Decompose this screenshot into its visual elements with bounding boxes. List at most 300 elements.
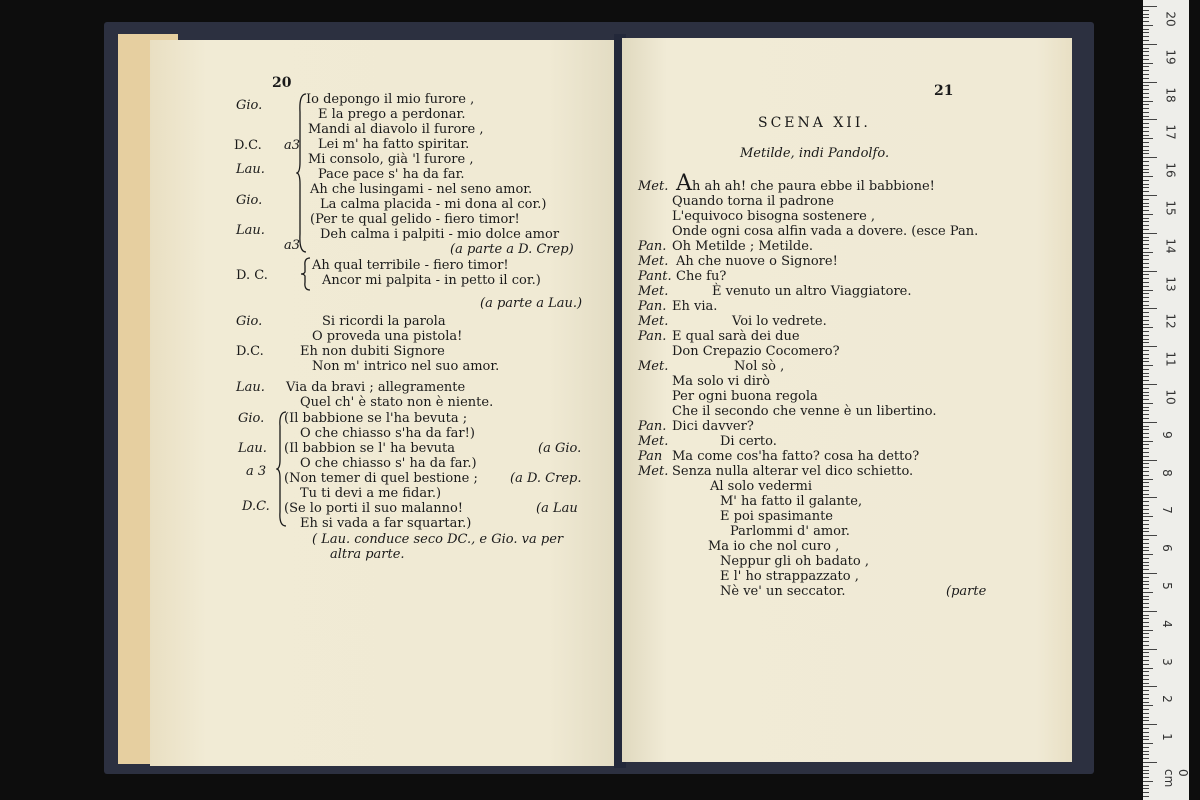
- ruler-tick: [1143, 652, 1149, 653]
- ruler-tick: [1143, 758, 1149, 759]
- ruler-tick: [1143, 460, 1157, 461]
- verse-line: Ah che lusingami - nel seno amor.: [310, 182, 533, 197]
- ruler-tick: [1143, 305, 1149, 306]
- ruler-tick: [1143, 788, 1149, 789]
- speaker: D. C.: [236, 268, 268, 283]
- scene-title: SCENA XII.: [758, 115, 871, 131]
- ruler-tick: [1143, 720, 1149, 721]
- ruler-tick: [1143, 172, 1149, 173]
- ruler-tick: [1143, 282, 1149, 283]
- verse-line: (Il babbion se l' ha bevuta: [284, 441, 456, 456]
- verse-line: Pace pace s' ha da far.: [318, 167, 465, 182]
- ruler-tick: [1143, 10, 1149, 11]
- ruler-tick: [1143, 221, 1149, 222]
- verse-line: Eh via.: [672, 299, 718, 314]
- ruler-tick: [1143, 274, 1149, 275]
- ruler-tick: [1143, 577, 1149, 578]
- verse-line: Don Crepazio Cocomero?: [672, 344, 840, 359]
- speaker: Pant.: [638, 269, 672, 284]
- ruler-tick: [1143, 626, 1149, 627]
- ruler-tick: [1143, 539, 1149, 540]
- ruler-tick: [1143, 206, 1149, 207]
- verse-line: Per ogni buona regola: [672, 389, 818, 404]
- speaker: Met.: [638, 434, 669, 449]
- ruler-tick: [1143, 290, 1153, 291]
- aside-direction: (a D. Crep.: [510, 471, 582, 486]
- ruler-tick: [1143, 161, 1149, 162]
- ruler-tick: [1143, 679, 1149, 680]
- ruler-tick: [1143, 558, 1149, 559]
- ruler-tick: [1143, 278, 1149, 279]
- ruler-tick: [1143, 380, 1149, 381]
- verse-line: L'equivoco bisogna sostenere ,: [672, 209, 876, 224]
- ruler-tick: [1143, 562, 1149, 563]
- verse-line: Mi consolo, già 'l furore ,: [308, 152, 474, 167]
- ruler-number: 2: [1159, 695, 1174, 704]
- speaker: Met.: [638, 464, 669, 479]
- speaker: Gio.: [236, 98, 263, 113]
- ruler-tick: [1143, 633, 1149, 634]
- ruler-number: 14: [1163, 238, 1178, 254]
- ruler-tick: [1143, 142, 1149, 143]
- ruler-tick: [1143, 550, 1149, 551]
- ruler-tick: [1143, 82, 1157, 83]
- verse-line: Nol sò ,: [734, 359, 785, 374]
- ruler-tick: [1143, 335, 1149, 336]
- ruler-number: 19: [1163, 49, 1178, 65]
- page-number-right: 21: [934, 83, 954, 99]
- ruler-tick: [1143, 388, 1149, 389]
- ruler-tick: [1143, 320, 1149, 321]
- speaker: Lau.: [236, 162, 265, 177]
- ruler-tick: [1143, 732, 1149, 733]
- ruler-tick: [1143, 210, 1149, 211]
- ruler-number: 17: [1163, 124, 1178, 141]
- ruler-tick: [1143, 675, 1149, 676]
- ruler-tick: [1143, 184, 1149, 185]
- verse-line: E l' ho strappazzato ,: [720, 569, 859, 584]
- ruler-tick: [1143, 490, 1149, 491]
- ruler-tick: [1143, 131, 1149, 132]
- stage-direction: altra parte.: [330, 547, 405, 562]
- ruler-tick: [1143, 157, 1157, 158]
- ruler-tick: [1143, 112, 1149, 113]
- speaker: Lau.: [236, 223, 265, 238]
- ruler-number: 9: [1159, 430, 1174, 439]
- verse-line: O che chiasso s'ha da far!): [300, 426, 475, 441]
- ruler-tick: [1143, 501, 1149, 502]
- speaker: Pan.: [638, 239, 667, 254]
- ruler-number: 10: [1163, 389, 1178, 405]
- ruler-number: 3: [1159, 657, 1174, 666]
- ruler-tick: [1143, 342, 1149, 343]
- verse-line: Ah che nuove o Signore!: [676, 254, 838, 269]
- ruler-tick: [1143, 21, 1149, 22]
- ruler-tick: [1143, 429, 1149, 430]
- ruler-tick: [1143, 441, 1153, 442]
- ruler-tick: [1143, 698, 1149, 699]
- ruler-tick: [1143, 743, 1153, 744]
- ruler-tick: [1143, 773, 1149, 774]
- verse-line: Lei m' ha fatto spiritar.: [318, 137, 470, 152]
- ruler-number: 20: [1163, 11, 1178, 27]
- ruler-tick: [1143, 671, 1149, 672]
- ruler-tick: [1143, 51, 1149, 52]
- ruler-tick: [1143, 312, 1149, 313]
- ruler-tick: [1143, 169, 1149, 170]
- verse-line: Voi lo vedrete.: [732, 314, 827, 329]
- ruler-tick: [1143, 218, 1149, 219]
- ruler-tick: [1143, 497, 1157, 498]
- ruler-tick: [1143, 535, 1157, 536]
- brace-bracket: [300, 256, 312, 292]
- ruler-tick: [1143, 138, 1153, 139]
- scene-characters: Metilde, indi Pandolfo.: [740, 146, 890, 161]
- drop-cap: A: [676, 171, 692, 196]
- ruler-tick: [1143, 78, 1149, 79]
- verse-line: Si ricordi la parola: [322, 314, 446, 329]
- ruler-tick: [1143, 55, 1149, 56]
- ruler-tick: [1143, 615, 1149, 616]
- verse-line: Ah qual terribile - fiero timor!: [312, 258, 509, 273]
- ruler-tick: [1143, 573, 1157, 574]
- ruler-tick: [1143, 660, 1149, 661]
- ruler-tick: [1143, 267, 1149, 268]
- ruler-tick: [1143, 645, 1149, 646]
- verse-line: Parlommi d' amor.: [730, 524, 850, 539]
- speaker: Met.: [638, 284, 669, 299]
- ruler-number: 8: [1159, 468, 1174, 477]
- ruler-tick: [1143, 203, 1149, 204]
- ruler-tick: [1143, 433, 1149, 434]
- ruler-tick: [1143, 592, 1153, 593]
- stage-direction: ( Lau. conduce seco DC., e Gio. va per: [312, 532, 564, 547]
- ruler-tick: [1143, 150, 1149, 151]
- ruler-tick: [1143, 191, 1149, 192]
- ruler-tick: [1143, 607, 1149, 608]
- verse-line: Senza nulla alterar vel dico schietto.: [672, 464, 914, 479]
- ruler-number: 15: [1163, 200, 1178, 216]
- ruler-tick: [1143, 792, 1149, 793]
- ruler-tick: [1143, 116, 1149, 117]
- ruler-tick: [1143, 596, 1149, 597]
- ruler-tick: [1143, 308, 1157, 309]
- ruler-tick: [1143, 346, 1157, 347]
- ruler-tick: [1143, 101, 1153, 102]
- ruler-tick: [1143, 739, 1149, 740]
- verse-line: Mandi al diavolo il furore ,: [308, 122, 484, 137]
- ruler-tick: [1143, 74, 1149, 75]
- ruler-tick: [1143, 244, 1149, 245]
- verse-line: Dici davver?: [672, 419, 754, 434]
- ruler-tick: [1143, 422, 1157, 423]
- ruler-tick: [1143, 664, 1149, 665]
- a3-label: a 3: [246, 464, 267, 479]
- ruler-tick: [1143, 399, 1149, 400]
- ruler-tick: [1143, 796, 1149, 797]
- ruler-tick: [1143, 29, 1149, 30]
- verse-line: E poi spasimante: [720, 509, 834, 524]
- ruler-tick: [1143, 63, 1153, 64]
- ruler-number: 11: [1163, 351, 1178, 367]
- ruler-tick: [1143, 225, 1149, 226]
- ruler-tick: [1143, 528, 1149, 529]
- ruler-tick: [1143, 509, 1149, 510]
- ruler-tick: [1143, 195, 1157, 196]
- speaker: Met.: [638, 179, 669, 194]
- ruler-tick: [1143, 392, 1149, 393]
- ruler-tick: [1143, 668, 1153, 669]
- ruler-tick: [1143, 513, 1149, 514]
- ruler-tick: [1143, 395, 1149, 396]
- speaker: Met.: [638, 314, 669, 329]
- ruler-tick: [1143, 14, 1149, 15]
- ruler-tick: [1143, 524, 1149, 525]
- ruler-tick: [1143, 316, 1149, 317]
- speaker: Gio.: [236, 193, 263, 208]
- ruler-tick: [1143, 448, 1149, 449]
- ruler-tick: [1143, 482, 1149, 483]
- ruler-tick: [1143, 93, 1149, 94]
- ruler-tick: [1143, 369, 1149, 370]
- ruler-tick: [1143, 630, 1153, 631]
- ruler-tick: [1143, 25, 1153, 26]
- ruler-tick: [1143, 754, 1149, 755]
- aside-direction: (a Gio.: [538, 441, 582, 456]
- speaker: Pan.: [638, 329, 667, 344]
- speaker: Gio.: [238, 411, 265, 426]
- verse-line: Neppur gli oh badato ,: [720, 554, 869, 569]
- ruler-tick: [1143, 32, 1149, 33]
- ruler-tick: [1143, 414, 1149, 415]
- ruler-tick: [1143, 153, 1149, 154]
- ruler-tick: [1143, 104, 1149, 105]
- ruler-tick: [1143, 17, 1149, 18]
- speaker: Pan.: [638, 419, 667, 434]
- ruler-tick: [1143, 339, 1149, 340]
- ruler-tick: [1143, 214, 1153, 215]
- verse-line: Onde ogni cosa alfin vada a dovere. (esce Pan.: [672, 224, 979, 239]
- ruler-tick: [1143, 293, 1149, 294]
- ruler-tick: [1143, 475, 1149, 476]
- ruler-tick: [1143, 766, 1149, 767]
- verse-line: (Il babbione se l'ha bevuta ;: [284, 411, 468, 426]
- verse-line: Non m' intrico nel suo amor.: [312, 359, 500, 374]
- verse-line: Ma io che nol curo ,: [708, 539, 840, 554]
- ruler-number: 6: [1159, 544, 1174, 553]
- ruler-tick: [1143, 547, 1149, 548]
- ruler-tick: [1143, 123, 1149, 124]
- ruler-tick: [1143, 581, 1149, 582]
- ruler-tick: [1143, 403, 1153, 404]
- ruler-tick: [1143, 187, 1149, 188]
- aside-direction: (a parte a Lau.): [480, 296, 583, 311]
- verse-line: Eh non dubiti Signore: [300, 344, 445, 359]
- ruler-tick: [1143, 588, 1149, 589]
- verse-line: Via da bravi ; allegramente: [286, 380, 466, 395]
- ruler-tick: [1143, 119, 1157, 120]
- verse-line: Quel ch' è stato non è niente.: [300, 395, 494, 410]
- aside-direction: (a parte a D. Crep): [450, 242, 574, 257]
- ruler-tick: [1143, 456, 1149, 457]
- ruler-tick: [1143, 365, 1153, 366]
- speaker: Pan.: [638, 299, 667, 314]
- ruler-tick: [1143, 358, 1149, 359]
- verse-line: Nè ve' un seccator.: [720, 584, 846, 599]
- ruler-tick: [1143, 467, 1149, 468]
- verse-line: O proveda una pistola!: [312, 329, 463, 344]
- ruler-tick: [1143, 479, 1153, 480]
- ruler-tick: [1143, 599, 1149, 600]
- ruler-tick: [1143, 199, 1149, 200]
- speaker: Gio.: [236, 314, 263, 329]
- ruler-tick: [1143, 384, 1157, 385]
- verse-line: È venuto un altro Viaggiatore.: [712, 284, 912, 299]
- ruler-tick: [1143, 286, 1149, 287]
- ruler-number: 13: [1163, 275, 1178, 292]
- verse-line: M' ha fatto il galante,: [720, 494, 863, 509]
- ruler-tick: [1143, 263, 1149, 264]
- ruler-tick: [1143, 248, 1149, 249]
- verse-line: (Se lo porti il suo malanno!: [284, 501, 464, 516]
- speaker: D.C.: [242, 499, 270, 514]
- ruler-tick: [1143, 728, 1149, 729]
- speaker: Pan: [638, 449, 663, 464]
- ruler-tick: [1143, 709, 1149, 710]
- ruler-tick: [1143, 97, 1149, 98]
- ruler-tick: [1143, 180, 1149, 181]
- a3-label: a3: [284, 238, 301, 253]
- ruler-tick: [1143, 656, 1149, 657]
- verse-line: E la prego a perdonar.: [318, 107, 466, 122]
- ruler-tick: [1143, 255, 1149, 256]
- verse-line: Eh si vada a far squartar.): [300, 516, 472, 531]
- speaker: Lau.: [236, 380, 265, 395]
- ruler-tick: [1143, 531, 1149, 532]
- verse-line: Che il secondo che venne è un libertino.: [672, 404, 937, 419]
- verse-line: Di certo.: [720, 434, 777, 449]
- ruler-number: 7: [1159, 506, 1174, 515]
- verse-line: Ma solo vi dirò: [672, 374, 770, 389]
- ruler-tick: [1143, 641, 1149, 642]
- ruler-tick: [1143, 486, 1149, 487]
- ruler-tick: [1143, 229, 1149, 230]
- ruler-tick: [1143, 781, 1153, 782]
- verse-line: Oh Metilde ; Metilde.: [672, 239, 814, 254]
- ruler-tick: [1143, 354, 1149, 355]
- right-page: [622, 38, 1072, 762]
- ruler-tick: [1143, 176, 1153, 177]
- ruler-tick: [1143, 44, 1157, 45]
- ruler-number: 0 cm: [1162, 769, 1190, 788]
- speaker: Met.: [638, 359, 669, 374]
- ruler-tick: [1143, 618, 1149, 619]
- ruler-number: 1: [1159, 733, 1174, 742]
- speaker: Met.: [638, 254, 669, 269]
- ruler-tick: [1143, 6, 1157, 7]
- verse-line: Ma come cos'ha fatto? cosa ha detto?: [672, 449, 920, 464]
- ruler-tick: [1143, 361, 1149, 362]
- ruler-tick: [1143, 85, 1149, 86]
- ruler-tick: [1143, 463, 1149, 464]
- verse-line: O che chiasso s' ha da far.): [300, 456, 477, 471]
- ruler-tick: [1143, 444, 1149, 445]
- ruler-tick: [1143, 762, 1157, 763]
- ruler-tick: [1143, 376, 1149, 377]
- verse-line: Deh calma i palpiti - mio dolce amor: [320, 227, 560, 242]
- ruler-tick: [1143, 59, 1149, 60]
- ruler-tick: [1143, 494, 1149, 495]
- verse-line: Che fu?: [676, 269, 727, 284]
- ruler-number: 5: [1159, 582, 1174, 590]
- speaker: D.C.: [234, 138, 262, 153]
- ruler-number: 4: [1159, 619, 1174, 628]
- ruler-tick: [1143, 127, 1149, 128]
- ruler-tick: [1143, 516, 1153, 517]
- ruler-tick: [1143, 543, 1149, 544]
- verse-line: Al solo vedermi: [710, 479, 813, 494]
- verse-line: Io depongo il mio furore ,: [306, 92, 475, 107]
- ruler-tick: [1143, 705, 1153, 706]
- ruler-tick: [1143, 426, 1149, 427]
- ruler-tick: [1143, 770, 1149, 771]
- ruler-tick: [1143, 694, 1149, 695]
- ruler-tick: [1143, 108, 1149, 109]
- ruler-tick: [1143, 690, 1149, 691]
- measuring-ruler: [1143, 0, 1189, 800]
- ruler-tick: [1143, 637, 1149, 638]
- ruler-tick: [1143, 331, 1149, 332]
- ruler-tick: [1143, 452, 1149, 453]
- ruler-tick: [1143, 165, 1149, 166]
- ruler-tick: [1143, 747, 1149, 748]
- ruler-tick: [1143, 437, 1149, 438]
- ruler-tick: [1143, 324, 1149, 325]
- ruler-tick: [1143, 785, 1149, 786]
- ruler-tick: [1143, 471, 1149, 472]
- ruler-tick: [1143, 622, 1149, 623]
- ruler-tick: [1143, 89, 1149, 90]
- ruler-tick: [1143, 233, 1157, 234]
- ruler-tick: [1143, 373, 1149, 374]
- ruler-tick: [1143, 350, 1149, 351]
- verse-line: (Per te qual gelido - fiero timor!: [310, 212, 520, 227]
- ruler-tick: [1143, 240, 1149, 241]
- aside-direction: (a Lau: [536, 501, 578, 516]
- ruler-tick: [1143, 48, 1149, 49]
- ruler-tick: [1143, 554, 1153, 555]
- ruler-tick: [1143, 724, 1157, 725]
- ruler-tick: [1143, 70, 1149, 71]
- ruler-number: 18: [1163, 86, 1178, 103]
- verse-line: (Non temer di quel bestione ;: [284, 471, 478, 486]
- a3-label: a3: [284, 138, 301, 153]
- ruler-tick: [1143, 717, 1149, 718]
- ruler-tick: [1143, 565, 1149, 566]
- ruler-tick: [1143, 569, 1149, 570]
- ruler-tick: [1143, 683, 1149, 684]
- ruler-tick: [1143, 259, 1149, 260]
- ruler-tick: [1143, 505, 1149, 506]
- ruler-tick: [1143, 252, 1153, 253]
- ruler-tick: [1143, 297, 1149, 298]
- ruler-tick: [1143, 736, 1149, 737]
- ruler-tick: [1143, 702, 1149, 703]
- ruler-tick: [1143, 271, 1157, 272]
- ruler-tick: [1143, 146, 1149, 147]
- ruler-tick: [1143, 649, 1157, 650]
- ruler-tick: [1143, 777, 1149, 778]
